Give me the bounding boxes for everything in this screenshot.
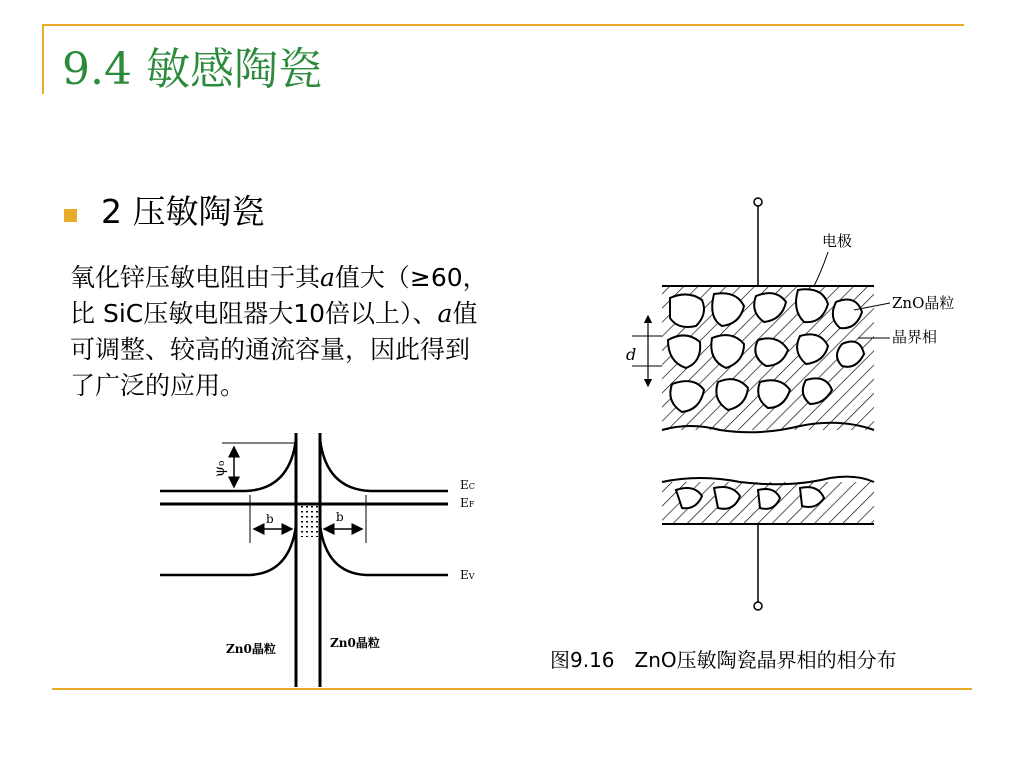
ef-label: EF bbox=[460, 496, 475, 510]
d-label: d bbox=[626, 345, 637, 364]
grain-label-left: Zn0晶粒 bbox=[226, 642, 276, 656]
bullet-square-icon bbox=[64, 209, 77, 222]
psi-label: ψo bbox=[212, 460, 228, 477]
top-terminal-icon bbox=[754, 198, 762, 206]
paragraph-line-2: 比 SiC压敏电阻器大10倍以上）、a值 bbox=[70, 299, 478, 328]
top-rule bbox=[42, 24, 964, 26]
depletion-region bbox=[298, 505, 318, 537]
bullet-heading: 2 压敏陶瓷 bbox=[101, 192, 265, 231]
grain-label: ZnO晶粒 bbox=[892, 294, 955, 312]
valence-band-curve bbox=[160, 525, 296, 575]
electrode-label: 电极 bbox=[822, 232, 853, 250]
band-diagram bbox=[150, 425, 490, 695]
ec-label: EC bbox=[460, 478, 475, 492]
b-right-label: b bbox=[336, 510, 344, 524]
microstructure-diagram bbox=[610, 190, 1000, 620]
conduction-band-curve-right bbox=[320, 439, 448, 491]
paragraph-line-4: 了广泛的应用。 bbox=[70, 371, 246, 400]
grain-label-right: Zn0晶粒 bbox=[330, 636, 380, 650]
electrode-leader bbox=[814, 252, 828, 286]
conduction-band-curve bbox=[160, 439, 296, 491]
b-left-label: b bbox=[266, 512, 274, 526]
valence-band-curve-right bbox=[320, 525, 448, 575]
paragraph-line-3: 可调整、较高的通流容量，因此得到 bbox=[70, 335, 471, 364]
boundary-label: 晶界相 bbox=[892, 328, 938, 346]
body-paragraph bbox=[70, 260, 590, 404]
ev-label: EV bbox=[460, 568, 475, 582]
page-title: 9.4 敏感陶瓷 bbox=[62, 44, 322, 95]
paragraph-line-1: 氧化锌压敏电阻由于其a值大（≥60， bbox=[70, 263, 488, 292]
bottom-terminal-icon bbox=[754, 602, 762, 610]
left-rule bbox=[42, 24, 44, 94]
figure-caption: 图9.16 ZnO压敏陶瓷晶界相的相分布 bbox=[550, 648, 897, 672]
